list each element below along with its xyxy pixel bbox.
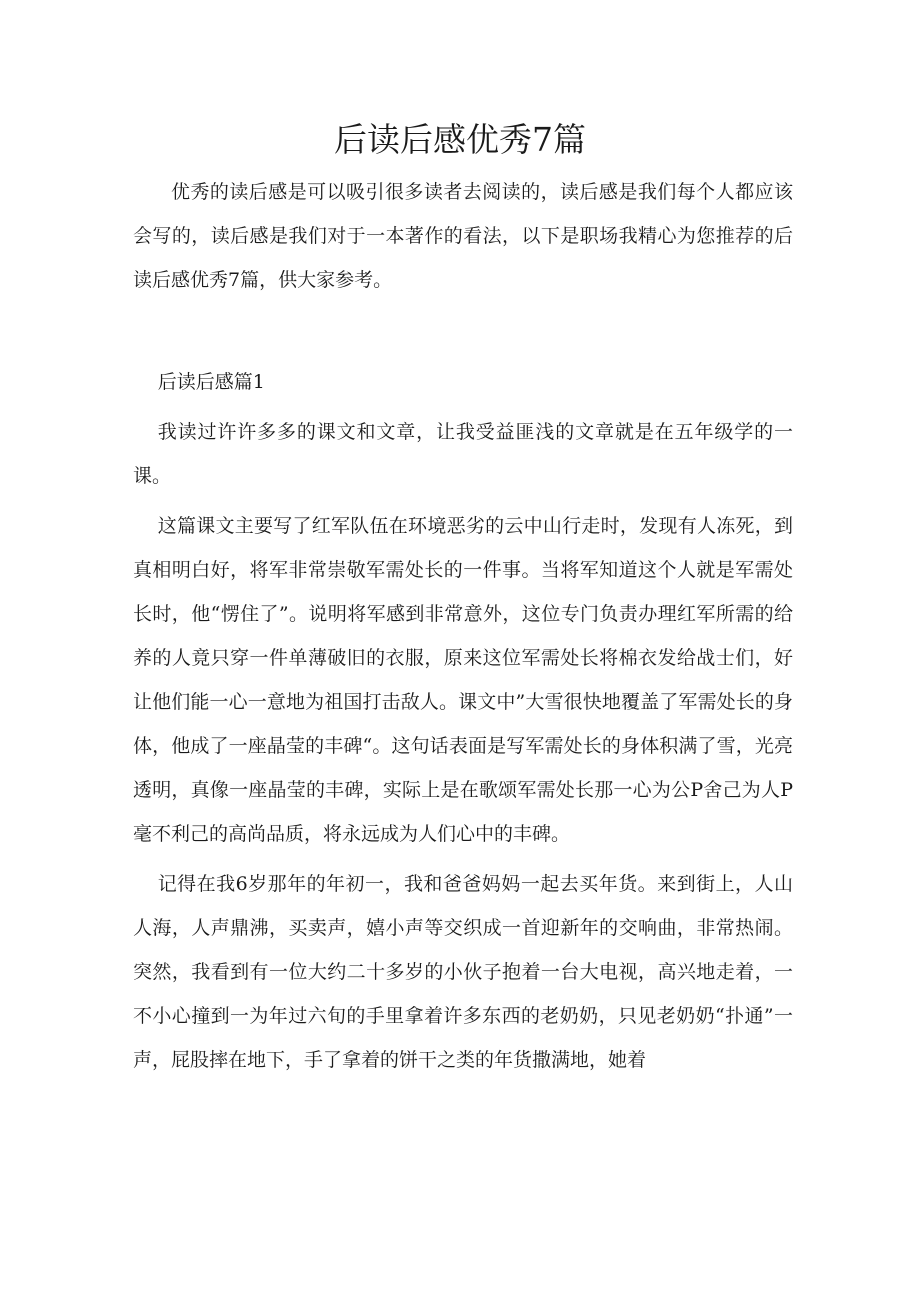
body-paragraph: 记得在我6岁那年的年初一，我和爸爸妈妈一起去买年货。来到街上，人山人海，人声鼎沸，买卖声，嬉小声等交织成一首迎新年的交响曲，非常热闹。突然，我看到有一位大约二十多岁的小伙子抱着一台大电视，高兴地走着，一不小心撞到一为年过六旬的手里拿着许多东西的老奶奶，只见老奶奶“扑通”一声，屁股摔在地下，手了拿着的饼干之类的年货撒满地，她着 [133, 873, 793, 1071]
intro-paragraph: 优秀的读后感是可以吸引很多读者去阅读的，读后感是我们每个人都应该会写的，读后感是我们对于一本著作的看法，以下是职场我精心为您推荐的后读后感优秀7篇，供大家参考。 [133, 181, 793, 291]
section-heading: 后读后感篇1 [157, 371, 265, 393]
page-title: 后读后感优秀7篇 [334, 120, 586, 159]
document-body [133, 170, 793, 1088]
body-paragraph: 这篇课文主要写了红军队伍在环境恶劣的云中山行走时，发现有人冻死，到真相明白好，将军非常崇敬军需处长的一件事。当将军知道这个人就是军需处长时，他“愣住了”。说明将军感到非常意外，这位专门负责办理红军所需的给养的人竟只穿一件单薄破旧的衣服，原来这位军需处长将棉衣发给战士们，好让他们能一心一意地为祖国打击敌人。课文中”大雪很快地覆盖了军需处长的身体，他成了一座晶莹的丰碑“。这句话表面是写军需处长的身体积满了雪，光亮透明，真像一座晶莹的丰碑，实际上是在歌颂军需处长那一心为公P舍己为人P毫不利己的高尚品质，将永远成为人们心中的丰碑。 [133, 515, 793, 845]
body-paragraph: 我读过许许多多的课文和文章，让我受益匪浅的文章就是在五年级学的一课。 [133, 421, 793, 487]
